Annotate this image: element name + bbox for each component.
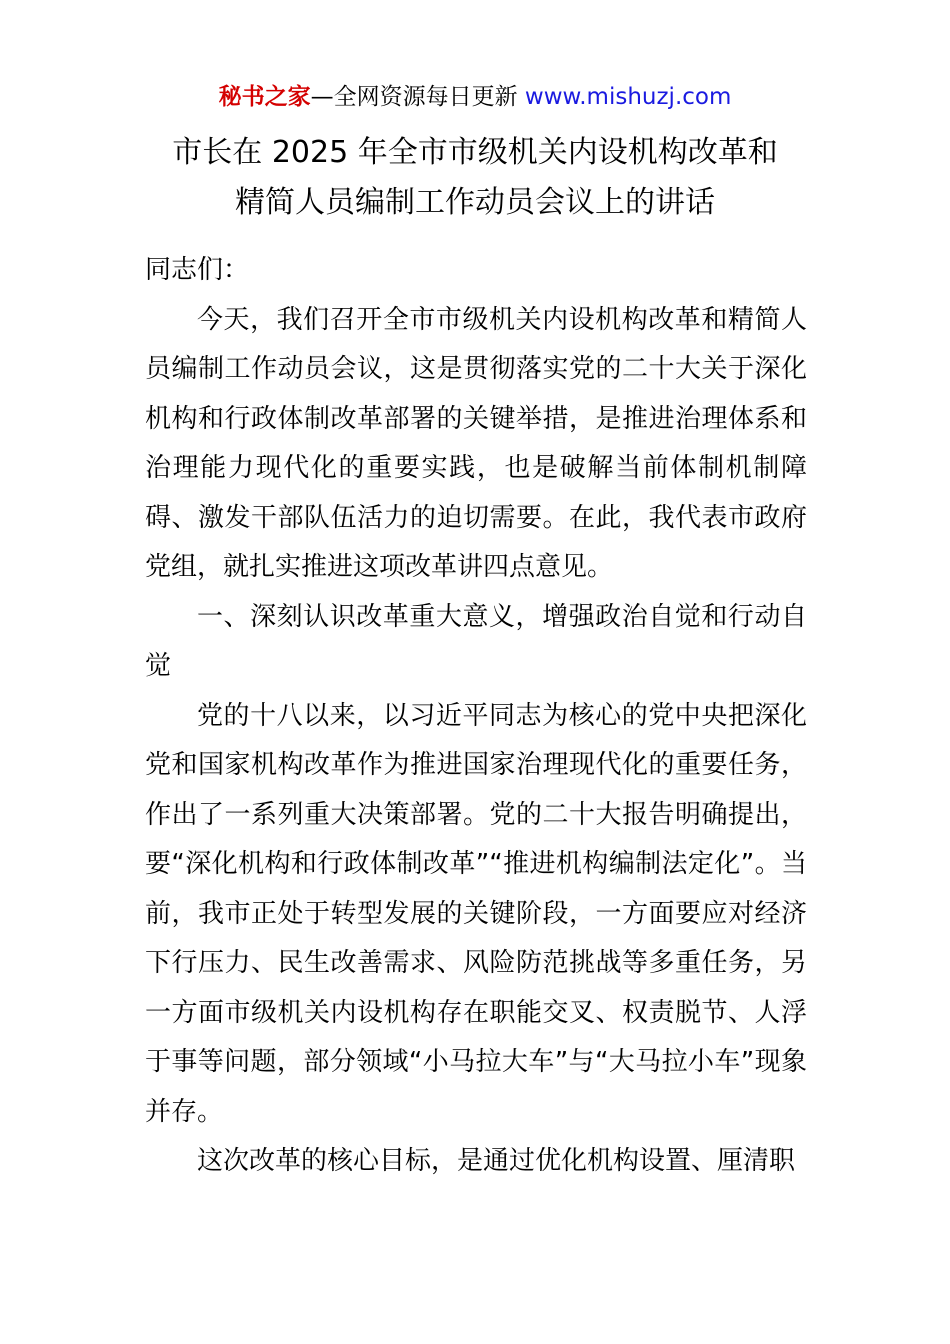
document-title	[100, 128, 850, 228]
site-url[interactable]: www.mishuzj.com	[524, 84, 732, 110]
greeting: 同志们：	[145, 255, 250, 285]
document-body	[145, 246, 807, 1187]
title-line-2: 精简人员编制工作动员会议上的讲话	[235, 185, 715, 220]
paragraph-2: 党的十八以来，以习近平同志为核心的党中央把深化党和国家机构改革作为推进国家治理现代化的重要任务，作出了一系列重大决策部署。党的二十大报告明确提出，要“深化机构和行政体制改革”“推进机构编制法定化”。当前，我市正处于转型发展的关键阶段，一方面要应对经济下行压力、民生改善需求、风险防范挑战等多重任务，另一方面市级机关内设机构存在职能交叉、权责脱节、人浮于事等问题，部分领域“小马拉大车”与“大马拉小车”现象并存。	[145, 700, 807, 1127]
site-header	[0, 80, 950, 114]
section-heading-1: 一、深刻认识改革重大意义，增强政治自觉和行动自觉	[145, 601, 807, 681]
header-slogan: —全网资源每日更新	[310, 84, 525, 110]
paragraph-1: 今天，我们召开全市市级机关内设机构改革和精简人员编制工作动员会议，这是贯彻落实党的二十大关于深化机构和行政体制改革部署的关键举措，是推进治理体系和治理能力现代化的重要实践，也是破解当前体制机制障碍、激发干部队伍活力的迫切需要。在此，我代表市政府党组，就扎实推进这项改革讲四点意见。	[145, 304, 807, 582]
brand-name: 秘书之家	[218, 84, 311, 110]
paragraph-3: 这次改革的核心目标，是通过优化机构设置、厘清职	[197, 1146, 796, 1176]
title-line-1: 市长在 2025 年全市市级机关内设机构改革和	[172, 135, 778, 170]
